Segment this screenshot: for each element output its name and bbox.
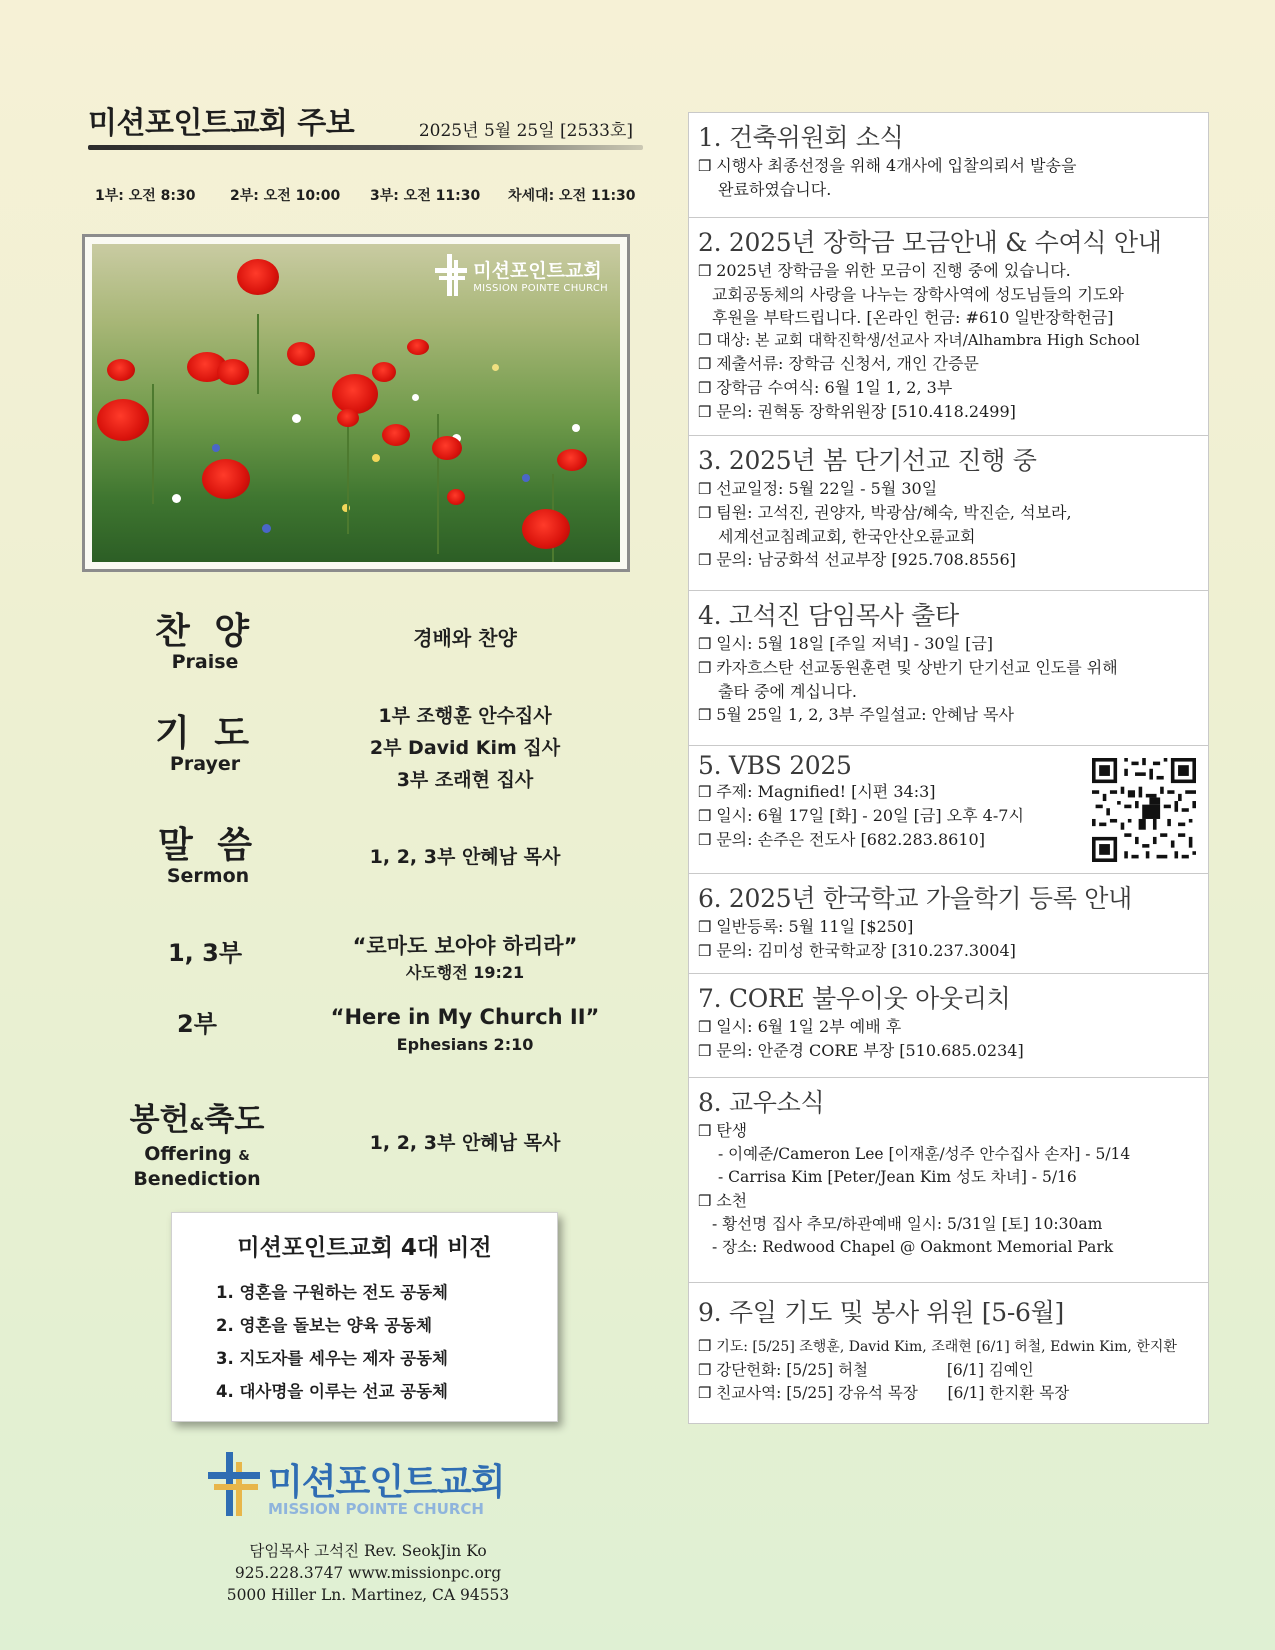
sermon-1-3-ref: 사도행전 19:21 xyxy=(405,963,525,982)
announcement-line: ❒ 5월 25일 1, 2, 3부 주일설교: 안혜남 목사 xyxy=(698,705,1014,724)
announcement-line: ❒ 소천 xyxy=(698,1191,748,1210)
header-rule xyxy=(88,145,643,150)
service-time-2: 2부: 오전 10:00 xyxy=(230,188,341,204)
announcement-line: ❒ 선교일정: 5월 22일 - 5월 30일 xyxy=(698,479,938,498)
pastor-name: 담임목사 고석진 Rev. SeokJin Ko xyxy=(249,1542,487,1560)
vision-item: 3. 지도자를 세우는 제자 공동체 xyxy=(216,1349,448,1368)
prayer-leader-2: 2부 David Kim 집사 xyxy=(369,737,561,759)
church-address: 5000 Hiller Ln. Martinez, CA 94553 xyxy=(226,1586,510,1604)
prayer-en: Prayer xyxy=(169,753,241,775)
offering-amp: & xyxy=(189,1115,205,1135)
announcement-line: ❒ 일시: 5월 18일 [주일 저녁] - 30일 [금] xyxy=(698,634,994,653)
announcement-line: 교회공동체의 사랑을 나누는 장학사역에 성도님들의 기도와 xyxy=(712,285,1124,304)
contact-info: 925.228.3747 www.missionpc.org xyxy=(234,1564,502,1582)
sermon-en: Sermon xyxy=(166,865,250,887)
bulletin-header xyxy=(88,98,643,142)
announcement-line: ❒ 문의: 안준경 CORE 부장 [510.685.0234] xyxy=(698,1041,1024,1060)
announcement-line: 출타 중에 계십니다. xyxy=(718,682,857,701)
announcement-title: 8. 교우소식 xyxy=(698,1088,825,1117)
vision-item: 4. 대사명을 이루는 선교 공동체 xyxy=(216,1382,448,1401)
bulletin-title: 미션포인트교회 주보 xyxy=(88,106,355,141)
announcement-line: - 이예준/Cameron Lee [이재훈/성주 안수집사 손자] - 5/14 xyxy=(718,1145,1131,1163)
announcement-line: ❒ 팀원: 고석진, 권양자, 박광삼/혜숙, 박진순, 석보라, xyxy=(698,503,1072,522)
announcement-line: ❒ 문의: 남궁화석 선교부장 [925.708.8556] xyxy=(698,550,1016,569)
prayer-leaders xyxy=(305,700,625,796)
announcement-title: 5. VBS 2025 xyxy=(698,751,852,780)
benediction-en: Benediction xyxy=(133,1168,261,1190)
prayer-leader-1: 1부 조행훈 안수집사 xyxy=(378,705,552,727)
vision-item: 1. 영혼을 구원하는 전도 공동체 xyxy=(216,1283,448,1302)
announcement-line: ❒ 문의: 권혁동 장학위원장 [510.418.2499] xyxy=(698,402,1016,421)
offering-en: Offering xyxy=(144,1143,232,1165)
sermon-1-3-label: 1, 3부 xyxy=(167,939,243,967)
announcement-title: 6. 2025년 한국학교 가을학기 등록 안내 xyxy=(698,884,1132,913)
announcement-9 xyxy=(689,1283,1208,1423)
sermon-heading xyxy=(103,827,313,887)
offering-value: 1, 2, 3부 안혜남 목사 xyxy=(369,1132,561,1154)
announcement-line: ❒ 일시: 6월 1일 2부 예배 후 xyxy=(698,1017,902,1036)
announcement-title: 3. 2025년 봄 단기선교 진행 중 xyxy=(698,446,1037,475)
announcement-line: - 황선명 집사 추모/하관예배 일시: 5/31일 [토] 10:30am xyxy=(712,1215,1103,1233)
announcement-line: ❒ 주제: Magnified! [시편 34:3] xyxy=(698,782,936,801)
announcement-line: ❒ 탄생 xyxy=(698,1121,748,1140)
sermon-2-title: “Here in My Church II” xyxy=(330,1005,600,1029)
cover-photo-frame xyxy=(82,234,630,572)
announcement-line: 세계선교침례교회, 한국안산오륜교회 xyxy=(718,527,976,546)
announcement-title: 4. 고석진 담임목사 출타 xyxy=(698,601,959,630)
announcement-line: ❒ 친교사역: [5/25] 강유석 목장 [6/1] 한지환 목장 xyxy=(698,1384,1070,1402)
announcement-line: ❒ 제출서류: 장학금 신청서, 개인 간증문 xyxy=(698,354,979,373)
offering-heading xyxy=(92,1102,302,1190)
bulletin-date: 2025년 5월 25일 [2533호] xyxy=(418,121,633,141)
church-cross-icon xyxy=(435,254,467,296)
announcement-line: ❒ 기도: [5/25] 조행훈, David Kim, 조래현 [6/1] 허철, Edwin Kim, 한지환 xyxy=(698,1337,1177,1355)
announcement-1 xyxy=(689,113,1208,218)
church-footer xyxy=(200,1452,540,1606)
praise-heading xyxy=(100,613,310,673)
announcement-line: ❒ 일반등록: 5월 11일 [$250] xyxy=(698,917,914,936)
sermon-2-label: 2부 xyxy=(177,1010,217,1038)
service-time-3: 3부: 오전 11:30 xyxy=(370,188,481,204)
photo-church-logo xyxy=(473,256,608,294)
service-time-next-gen: 차세대: 오전 11:30 xyxy=(508,188,636,204)
announcement-7 xyxy=(689,974,1208,1078)
announcement-2 xyxy=(689,218,1208,436)
prayer-heading xyxy=(100,715,310,775)
announcement-line: ❒ 문의: 김미성 한국학교장 [310.237.3004] xyxy=(698,941,1016,960)
vision-title: 미션포인트교회 4대 비전 xyxy=(237,1235,492,1261)
benediction-ko: 축도 xyxy=(204,1102,265,1138)
announcement-4 xyxy=(689,591,1208,746)
announcement-title: 7. CORE 불우이웃 아웃리치 xyxy=(698,984,1011,1013)
announcement-line: - Carrisa Kim [Peter/Jean Kim 성도 차녀] - 5/16 xyxy=(718,1168,1077,1186)
announcement-5 xyxy=(689,746,1208,874)
vbs-qr-code-icon[interactable] xyxy=(1092,758,1196,862)
praise-ko: 찬 양 xyxy=(154,611,256,652)
announcement-line: ❒ 일시: 6월 17일 [화] - 20일 [금] 오후 4-7시 xyxy=(698,806,1024,825)
announcement-line: ❒ 장학금 수여식: 6월 1일 1, 2, 3부 xyxy=(698,378,953,397)
praise-en: Praise xyxy=(171,651,239,673)
sermon-value: 1, 2, 3부 안혜남 목사 xyxy=(369,846,561,868)
offering-ko: 봉헌 xyxy=(129,1102,190,1138)
announcement-title: 1. 건축위원회 소식 xyxy=(698,123,904,152)
photo-logo-ko: 미션포인트교회 xyxy=(473,260,602,282)
announcement-title: 2. 2025년 장학금 모금안내 & 수여식 안내 xyxy=(698,228,1162,257)
poppy-field-photo xyxy=(92,244,620,562)
announcement-line: ❒ 카자흐스탄 선교동원훈련 및 상반기 단기선교 인도를 위해 xyxy=(698,658,1118,677)
announcement-title: 9. 주일 기도 및 봉사 위원 [5-6월] xyxy=(698,1298,1064,1327)
sermon-ko: 말 씀 xyxy=(157,825,259,866)
announcements-panel xyxy=(688,112,1209,1424)
announcement-line: - 장소: Redwood Chapel @ Oakmont Memorial Park xyxy=(712,1238,1114,1256)
vision-list xyxy=(172,1276,557,1408)
praise-value: 경배와 찬양 xyxy=(413,626,517,650)
offering-en-amp: & xyxy=(238,1149,250,1164)
service-time-1: 1부: 오전 8:30 xyxy=(95,188,196,204)
photo-logo-en: MISSION POINTE CHURCH xyxy=(473,283,608,294)
announcement-line: ❒ 강단헌화: [5/25] 허철 [6/1] 김예인 xyxy=(698,1361,1034,1379)
sermon-1-3-title: “로마도 보아야 하리라” xyxy=(352,934,578,958)
announcement-line: 후원을 부탁드립니다. [온라인 헌금: #610 일반장학헌금] xyxy=(712,308,1114,327)
announcement-line: ❒ 시행사 최종선정을 위해 4개사에 입찰의뢰서 발송을 xyxy=(698,156,1077,175)
announcement-8 xyxy=(689,1078,1208,1283)
sermon-2-ref: Ephesians 2:10 xyxy=(396,1035,534,1054)
prayer-leader-3: 3부 조래현 집사 xyxy=(396,769,534,791)
footer-logo-ko: 미션포인트교회 xyxy=(268,1462,505,1503)
announcement-line: ❒ 대상: 본 교회 대학진학생/선교사 자녀/Alhambra High School xyxy=(698,331,1140,349)
announcement-line: ❒ 문의: 손주은 전도사 [682.283.8610] xyxy=(698,830,985,849)
announcement-3 xyxy=(689,436,1208,591)
vision-item: 2. 영혼을 돌보는 양육 공동체 xyxy=(216,1316,433,1335)
announcement-line: ❒ 2025년 장학금을 위한 모금이 진행 중에 있습니다. xyxy=(698,261,1071,280)
announcement-6 xyxy=(689,874,1208,974)
church-logo xyxy=(200,1452,540,1526)
prayer-ko: 기 도 xyxy=(154,713,256,754)
footer-logo-en: MISSION POINTE CHURCH xyxy=(268,1500,484,1518)
church-cross-logo-icon xyxy=(208,1452,260,1516)
announcement-line: 완료하였습니다. xyxy=(718,180,832,199)
vision-box xyxy=(171,1212,558,1422)
